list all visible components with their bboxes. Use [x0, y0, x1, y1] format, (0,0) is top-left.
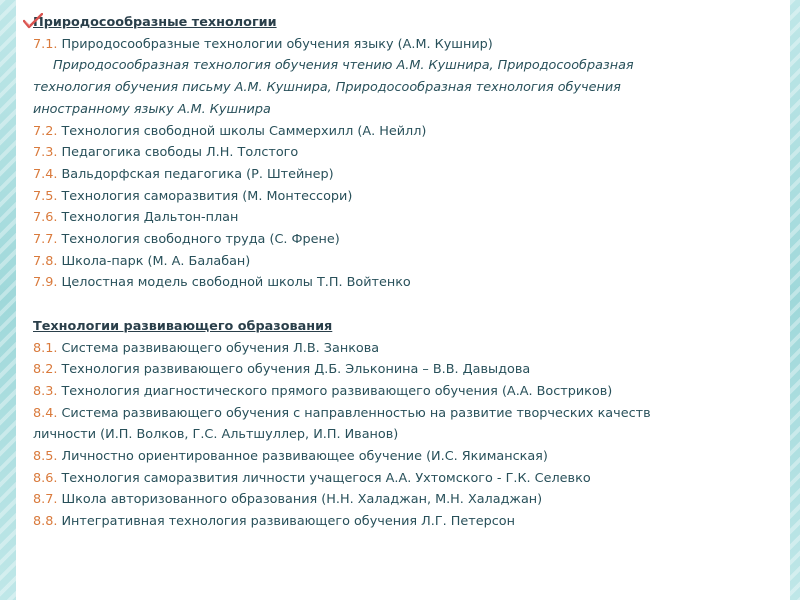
list-item — [33, 251, 763, 273]
item-number: 7.9. — [33, 275, 58, 291]
list-item — [33, 186, 763, 208]
item-text: Технология свободного труда (С. Френе) — [57, 232, 340, 248]
item-text: Технология саморазвития личности учащегося А.А. Ухтомского - Г.К. Селевко — [57, 470, 591, 486]
list-item — [33, 511, 763, 533]
right-decorative-band — [790, 0, 800, 600]
list-item-continuation — [33, 424, 763, 446]
item-number: 8.8. — [33, 514, 58, 530]
item-number: 7.7. — [33, 232, 58, 248]
item-number: 8.7. — [33, 492, 58, 508]
slide-content — [33, 12, 763, 533]
checkmark-icon — [23, 13, 43, 29]
section-title-nature: Природосообразные технологии — [33, 15, 277, 30]
item-text: Педагогика свободы Л.Н. Толстого — [57, 145, 299, 161]
list-item — [33, 489, 763, 511]
item-number: 7.8. — [33, 253, 58, 269]
list-item — [33, 468, 763, 490]
item-number: 7.6. — [33, 210, 58, 226]
italic-subitems-line: иностранному языку А.М. Кушнира — [33, 101, 271, 117]
section-spacer — [33, 294, 763, 316]
left-decorative-band — [0, 0, 16, 600]
item-text: Личностно ориентированное развивающее обучение (И.С. Якиманская) — [57, 449, 548, 465]
item-text: Технология Дальтон-план — [57, 210, 239, 226]
item-text: Технология диагностического прямого развивающего обучения (А.А. Востриков) — [57, 383, 613, 399]
item-text: Целостная модель свободной школы Т.П. Войтенко — [57, 275, 411, 291]
item-number: 8.2. — [33, 362, 58, 378]
item-text: Интегративная технология развивающего обучения Л.Г. Петерсон — [57, 514, 515, 530]
item-text: Школа авторизованного образования (Н.Н. Халаджан, М.Н. Халаджан) — [57, 492, 543, 508]
item-text: Вальдорфская педагогика (Р. Штейнер) — [57, 166, 334, 182]
list-item — [33, 403, 763, 425]
item-number: 8.5. — [33, 449, 58, 465]
item-text: Природосообразные технологии обучения языку (А.М. Кушнир) — [57, 36, 493, 52]
list-item — [33, 338, 763, 360]
list-item — [33, 207, 763, 229]
item-number: 7.5. — [33, 188, 58, 204]
list-item — [33, 446, 763, 468]
list-item — [33, 272, 763, 294]
item-number: 8.1. — [33, 340, 58, 356]
list-item — [33, 381, 763, 403]
item-number: 7.3. — [33, 145, 58, 161]
list-item — [33, 359, 763, 381]
italic-subitems-line: Природосообразная технология обучения чтению А.М. Кушнира, Природосообразная — [53, 58, 634, 74]
item-number: 8.3. — [33, 383, 58, 399]
item-text: Технология развивающего обучения Д.Б. Эльконина – В.В. Давыдова — [57, 362, 531, 378]
item-number: 7.2. — [33, 123, 58, 139]
item-number: 8.6. — [33, 470, 58, 486]
item-text: Система развивающего обучения Л.В. Занкова — [57, 340, 380, 356]
section-title-developmental: Технологии развивающего образования — [33, 318, 333, 334]
item-text: Система развивающего обучения с направленностью на развитие творческих качеств — [57, 405, 651, 421]
list-item — [33, 164, 763, 186]
item-text: личности (И.П. Волков, Г.С. Альтшуллер, И.П. Иванов) — [33, 427, 399, 443]
item-number: 7.1. — [33, 36, 58, 52]
item-number: 8.4. — [33, 405, 58, 421]
item-text: Технология саморазвития (М. Монтессори) — [57, 188, 353, 204]
item-text: Технология свободной школы Саммерхилл (А. Нейлл) — [57, 123, 427, 139]
list-item — [33, 142, 763, 164]
item-number: 7.4. — [33, 166, 58, 182]
list-item — [33, 121, 763, 143]
list-item — [33, 34, 763, 56]
italic-subitems-line: технология обучения письму А.М. Кушнира, Природосообразная технология обучения — [33, 80, 621, 96]
item-text: Школа-парк (М. А. Балабан) — [57, 253, 251, 269]
list-item — [33, 229, 763, 251]
